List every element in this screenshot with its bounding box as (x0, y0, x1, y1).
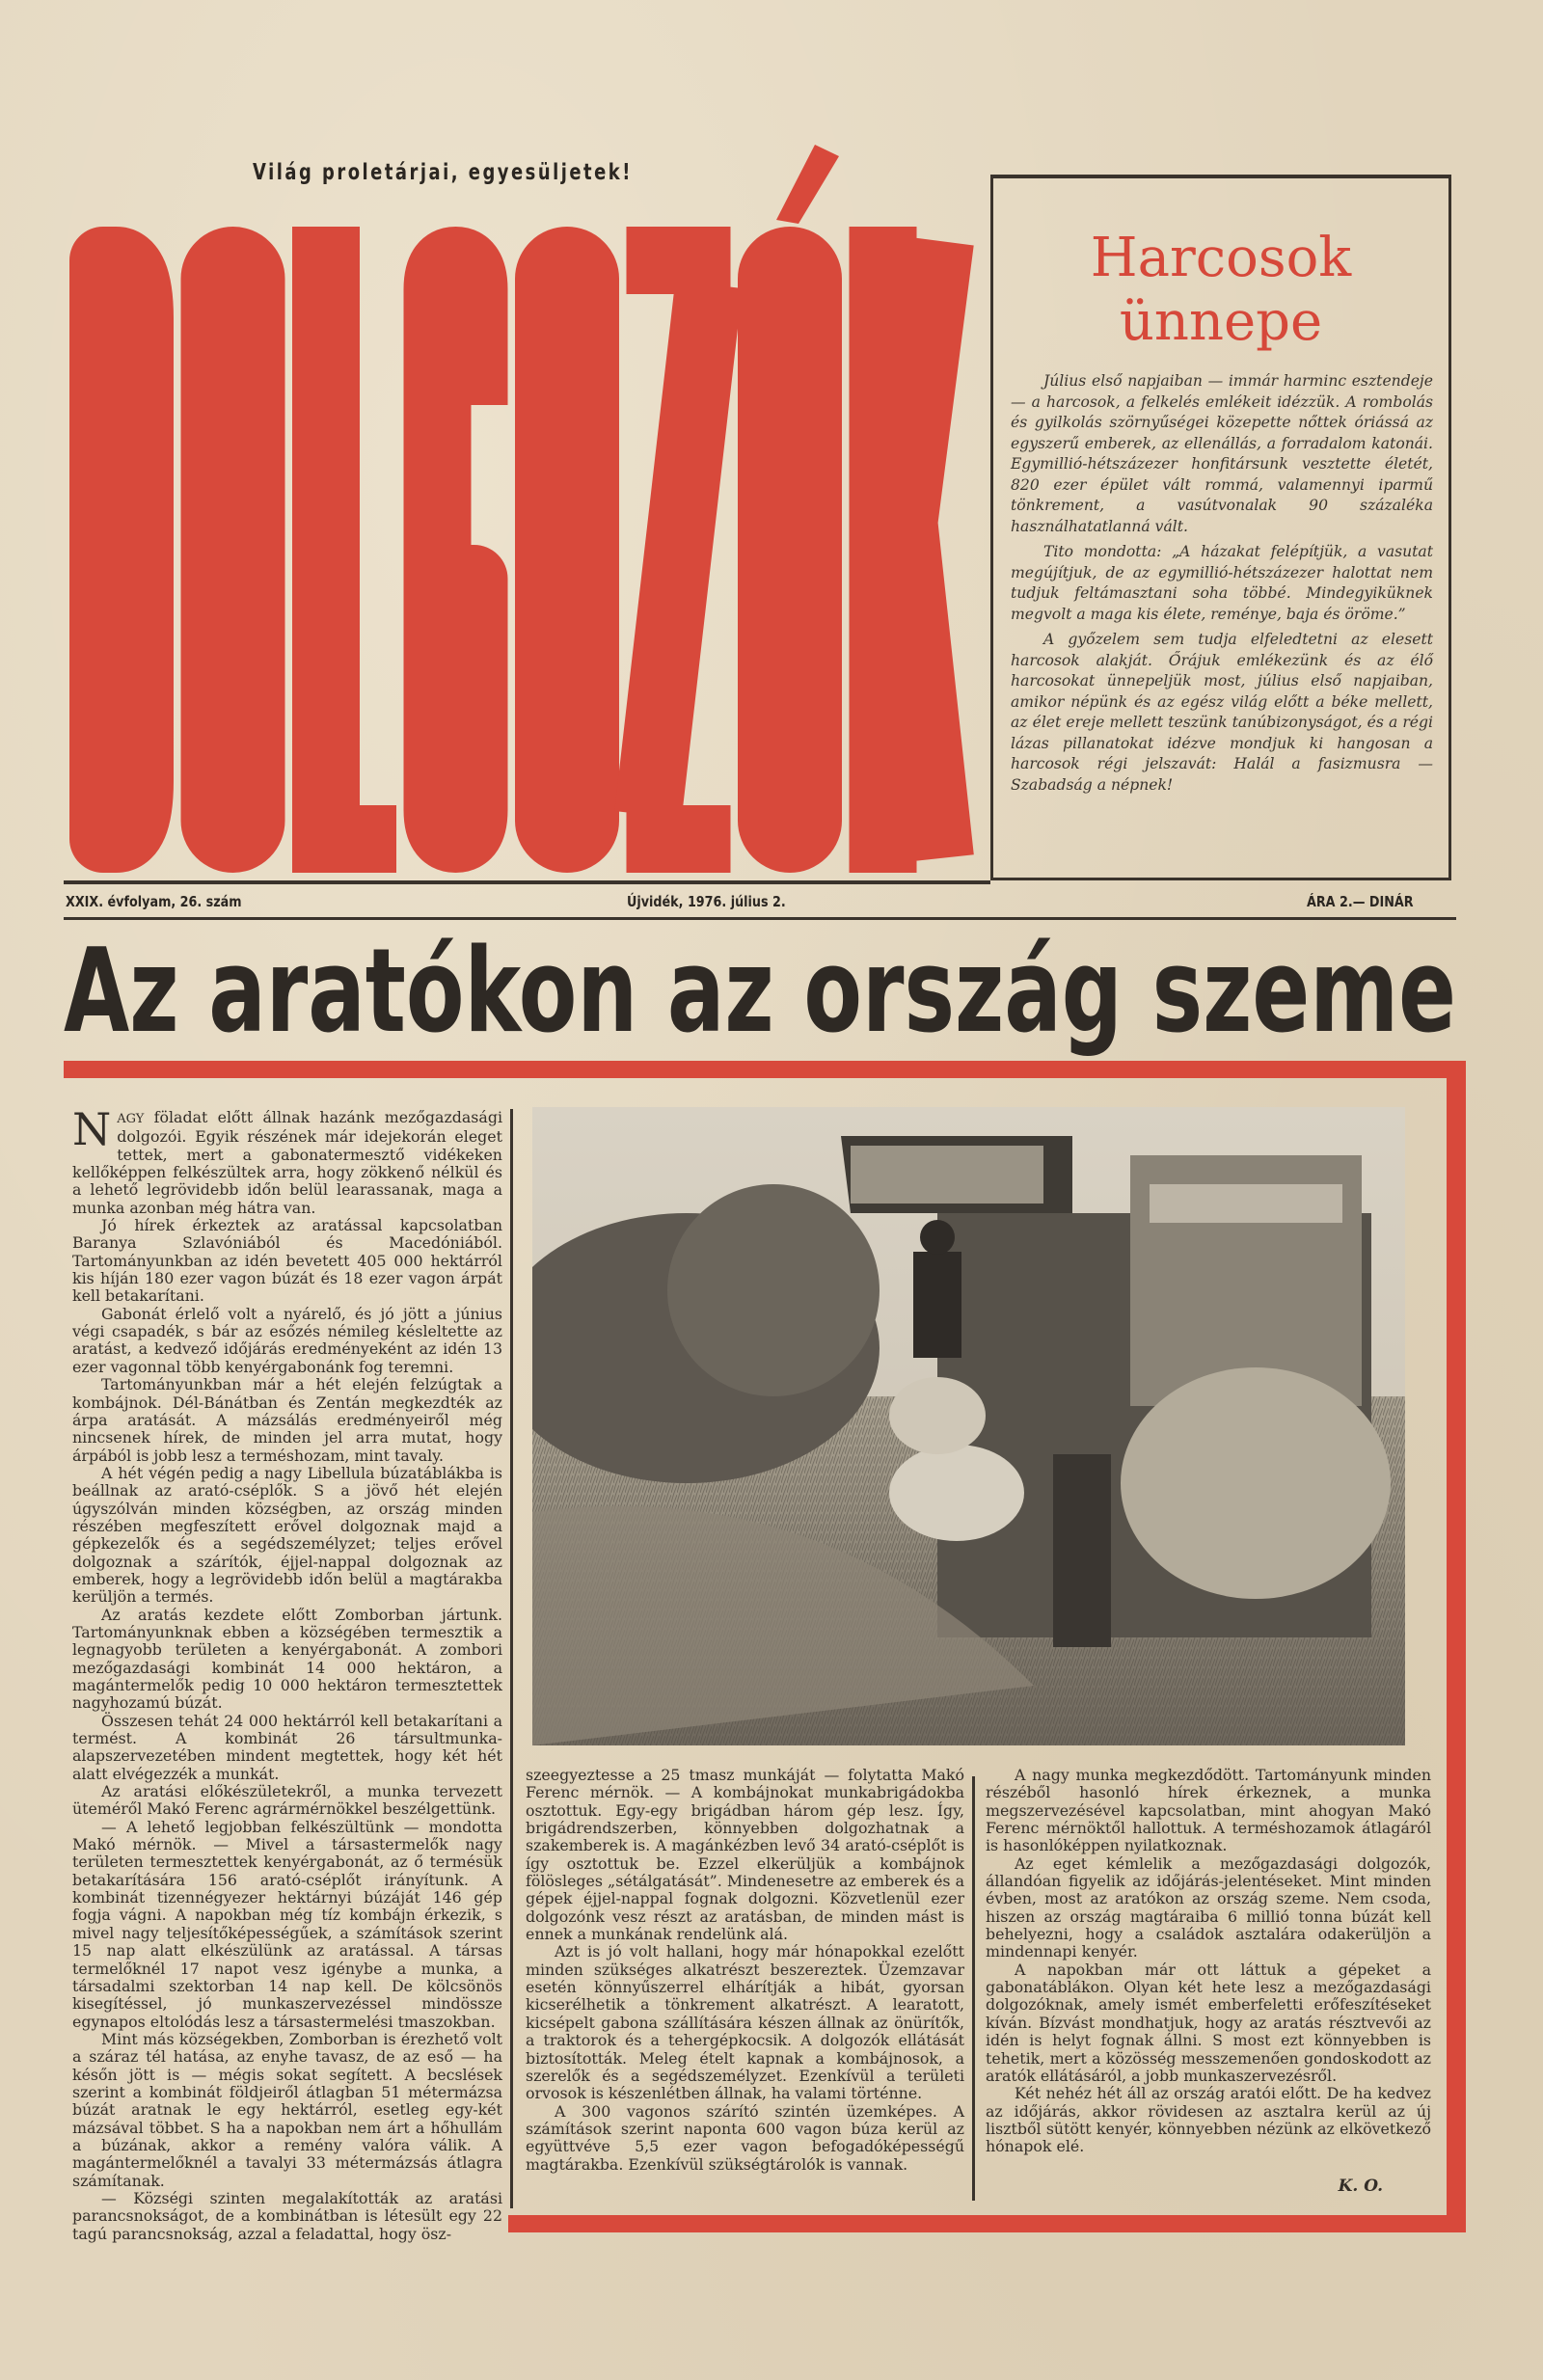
logo-letter-z (627, 260, 731, 839)
article-paragraph: A 300 vagonos szárító szintén üzemképes. A számítások szerint naponta 600 vagon búza kerül az együttvéve 5,5 ezer vagon befogadóképességű magtárakba. Ezenkívül szükségtárolók is vannak. (526, 2101, 964, 2174)
issue-volume: XXIX. évfolyam, 26. szám (66, 893, 242, 910)
article-paragraph: Az eget kémlelik a mezőgazdasági dolgozók, állandóan figyelik az időjárás-jelentéseket. Mint minden évben, most az aratókon az ország szeme. Nem csoda, hiszen az ország magtáraiba 6 millió tonna búzát kell behelyezni, hogy a családok asztalára odakerüljön a mindennapi kenyér. (986, 1853, 1431, 1961)
editorial-paragraph: Július első napjaiban — immár harminc esztendeje — a harcosok, a felkelés emlékeit idézzük. A rombolás és gyilkolás szörnyűségei közepette nőttek óriássá az egyszerű emberek, az ellenállás, a forradalom katonái. Egymillió-hétszázezer honfitársunk vesztette életét, 820 ezer épület vált rommá, valamennyi iparmű tönkrement, a vasútvonalak 90 százaléka használhatatlanná vált. (1011, 372, 1433, 535)
red-frame-top (64, 1061, 1466, 1078)
article-paragraph: Tartományunkban már a hét elején felzúgtak a kombájnok. Dél-Bánátban és Zentán megkezdték az árpa aratását. A mázsálás eredményeiről még nincsenek hírek, de minden jel arra mutat, hogy árpából is jobb lesz a terméshozam, mint tavaly. (72, 1375, 502, 1465)
logo-letter-o2 (549, 260, 585, 839)
logo-acute-accent (776, 145, 839, 224)
column-rule (972, 1776, 975, 2201)
logo-letter-o (215, 260, 252, 839)
issue-date: Újvidék, 1976. július 2. (627, 893, 786, 910)
article-lead-paragraph (72, 1103, 502, 1217)
article-paragraph: Az aratási előkészületekről, a munka tervezett üteméről Makó Ferenc agrármérnökkel beszélgettünk. (72, 1782, 502, 1819)
issue-price: ÁRA 2.— DINÁR (1307, 893, 1414, 910)
red-frame-right (1447, 1061, 1466, 2232)
masthead-rule (64, 880, 990, 884)
article-paragraph: szeegyeztesse a 25 tmasz munkáját — folytatta Makó Ferenc mérnök. — A kombájnokat munkabrigádokba osztottuk. Egy-egy brigádban három gép lesz. Így, brigádrendszerben, könnyebben dolgozhatnak a szakemberek is. A magánkézben levő 34 arató-cséplőt is így osztottuk be. Ezzel elkerüljük a kombájnok fölösleges „sétálgatását”. Mindenesetre az emberek és a gépek éjjel-nappal fognak dolgozni. Közvetlenül ezer dolgozónk vesz részt az aratásban, de minden mást is ennek a munkának rendelünk alá. (526, 1766, 964, 1944)
lead-smallcaps: AGY (117, 1112, 145, 1126)
harvest-photo (532, 1107, 1405, 1745)
article-paragraph: — A lehető legjobban felkészültünk — mondotta Makó mérnök. — Mivel a társastermelők nagy területen termesztettek kenyérgabonát, az ő termésük betakarítására 156 arató-cséplőt irányítunk. A kombinát tizennégyezer hektárnyi búzáját 146 gép fogja vágni. A napokban még tíz kombájn érkezik, s mivel nagy teljesítőképességűek, a számítások szerint 15 nap alatt elkészülünk az aratással. A társas termelőknél 17 napot vesz igénybe a munka, a társadalmi szektorban 14 nap kell. De kölcsönös kisegítéssel, jó munkaszervezéssel mindössze egynapos eltolódás lesz a társastermelési tmaszokban. (72, 1817, 502, 2031)
article-paragraph: Azt is jó volt hallani, hogy már hónapokkal ezelőtt minden szükséges alkatrészt beszereztek. Üzemzavar esetén könnyűszerrel elhárítják a hibát, gyorsan kicserélhetik a tönkrement alkatrészt. A learatott, kicsépelt gabona szállítására készen állnak az önürítők, a traktorok és a tehergépkocsik. A dolgozók ellátását biztosították. Meleg ételt kapnak a kombájnosok, a szerelők és a segédszemélyzet. Ezenkívül a területi orvosok is készenlétben állnak, ha valami történne. (526, 1942, 964, 2103)
article-headline: Az aratókon az ország szeme (64, 925, 1456, 1059)
article-paragraph: Összesen tehát 24 000 hektárról kell betakarítani a termést. A kombinát 26 társultmunka-alapszervezetében mindent megtettek, hogy két hét alatt elvégezzék a munkát. (72, 1711, 502, 1783)
lead-text: föladat előtt állnak hazánk mezőgazdasági dolgozói. Egyik részének már idejekorán eleget tettek, mert a gabonatermesztő vidékeken kellőképpen felkészültek arra, hogy zökkenő nélkül és a lehető legrövidebb időn belül learassanak, maga a munka azonban még hátra van. (72, 1108, 502, 1217)
article-paragraph: A nagy munka megkezdődött. Tartományunk minden részéből hasonló hírek érkeznek, a munka megszervezésével kapcsolatban, mint ahogyan Makó Ferenc mérnöktől hallottuk. A terméshozamok átlagáról is hasonlóképpen nyilatkoznak. (986, 1766, 1431, 1855)
logo-letter-l (326, 227, 396, 839)
logo-letter-d (103, 260, 140, 839)
article-paragraph: A napokban már ott láttuk a gépeket a gabonatáblákon. Olyan két hete lesz a mezőgazdasági dolgozóknak, amely ismét emberfeletti erőfeszítéseket kíván. Bízvást mondhatjuk, hogy az aratás résztvevői az idén is helyt fognak állni. S most ezt könnyebben is tehetik, mert a közösség messzemenően gondoskodott az aratók ellátásáról, a jobb munkaszervezésről. (986, 1960, 1431, 2085)
editorial-body (1011, 371, 1433, 800)
article-paragraph: Gabonát érlelő volt a nyárelő, és jó jött a június végi csapadék, s bár az esőzés némileg késleltette az aratást, a kedvező időjárás eredményeként az idén 13 ezer vagonnal több kenyérgabonánk fog teremni. (72, 1304, 502, 1376)
editorial-paragraph: A győzelem sem tudja elfeledtetni az elesett harcosok alakját. Őrájuk emlékezünk és az élő harcosokat ünnepeljük most, július első napjaiban, amikor népünk és az egész világ előtt a béke mellett, az élet ereje mellett teszünk tanúbizonyságot, és a régi lázas pillanatokat idézve mondjuk ki hangosan a harcosok régi jelszavát: Halál a fasizmusra — Szabadság a népnek! (1011, 631, 1433, 794)
article-column-3 (986, 1767, 1431, 2195)
editorial-title (993, 227, 1448, 354)
info-rule (64, 917, 1456, 920)
logo-letter-k (883, 227, 941, 873)
editorial-paragraph: Tito mondotta: „A házakat felépítjük, a vasutat megújítjuk, de az egymillió-hétszázezer halottat nem tudjuk feltámasztani soha többé. Mindegyiküknek megvolt a maga kis élete, reménye, baja és öröme.” (1011, 543, 1433, 623)
editorial-title-line2: ünnepe (1119, 290, 1323, 353)
logo-letter-g (438, 260, 474, 839)
article-column-1 (72, 1103, 502, 2243)
article-paragraph: Két nehéz hét áll az ország aratói előtt. De ha kedvez az időjárás, akkor rövidesen az asztalra kerül az új lisztből sütött kenyér, könnyebben nézünk az elkövetkező hónapok elé. (986, 2084, 1431, 2156)
red-frame-bottom (508, 2215, 1466, 2232)
editorial-box (990, 175, 1451, 880)
column-rule (510, 1109, 513, 2208)
article-paragraph: A hét végén pedig a nagy Libellula búzatáblákba is beállnak az arató-cséplők. S a jövő hét elején úgyszólván minden községben, az ország minden részében megfeszített erővel dolgoznak majd a gépkezelők és a segédszemélyzet; teljes erővel dolgoznak a szárítók, éjjel-nappal dolgoznak az emberek, hogy a legrövidebb időn belül a magtárakba kerüljön a termés. (72, 1463, 502, 1607)
article-paragraph: Az aratás kezdete előtt Zomborban jártunk. Tartományunknak ebben a községében termesztik a legnagyobb területen a kenyérgabonát. A zombori mezőgazdasági kombinát 14 000 hektáron, a magántermelők pedig 10 000 hektáron termesztettek nagyhozamú búzát. (72, 1605, 502, 1713)
article-signature: K. O. (1338, 2176, 1383, 2196)
logo-letter-o-acute (772, 260, 808, 839)
masthead-motto: Világ proletárjai, egyesüljetek! (253, 160, 633, 185)
editorial-title-line1: Harcosok (1090, 227, 1352, 289)
article-paragraph: — Községi szinten megalakították az aratási parancsnokságot, de a kombinátban is létesült egy 22 tagú parancsnokság, azzal a feladattal, hogy ösz- (72, 2188, 502, 2243)
article-paragraph: Mint más községekben, Zomborban is érezhető volt a száraz tél hatása, az enyhe tavasz, de az eső — ha későn jött is — mégis sokat segített. A becslések szerint a kombinát földjeiről átlagban 51 métermázsa búzát aratnak le egy hektárról, esetleg egy-két mázsával többet. S ha a napokban nem árt a hőhullám a búzának, akkor a remény valóra válik. A magántermelőknél a tavalyi 33 métermázsás átlagra számítanak. (72, 2029, 502, 2190)
article-paragraph: Jó hírek érkeztek az aratással kapcsolatban Baranya Szlavóniából és Macedóniából. Tartományunkban az idén bevetett 405 000 hektárról kis híján 180 ezer vagon búzát és 18 ezer vagon árpát kell betakarítani. (72, 1216, 502, 1306)
drop-cap: N (72, 1103, 112, 1155)
article-column-2 (526, 1767, 964, 2174)
